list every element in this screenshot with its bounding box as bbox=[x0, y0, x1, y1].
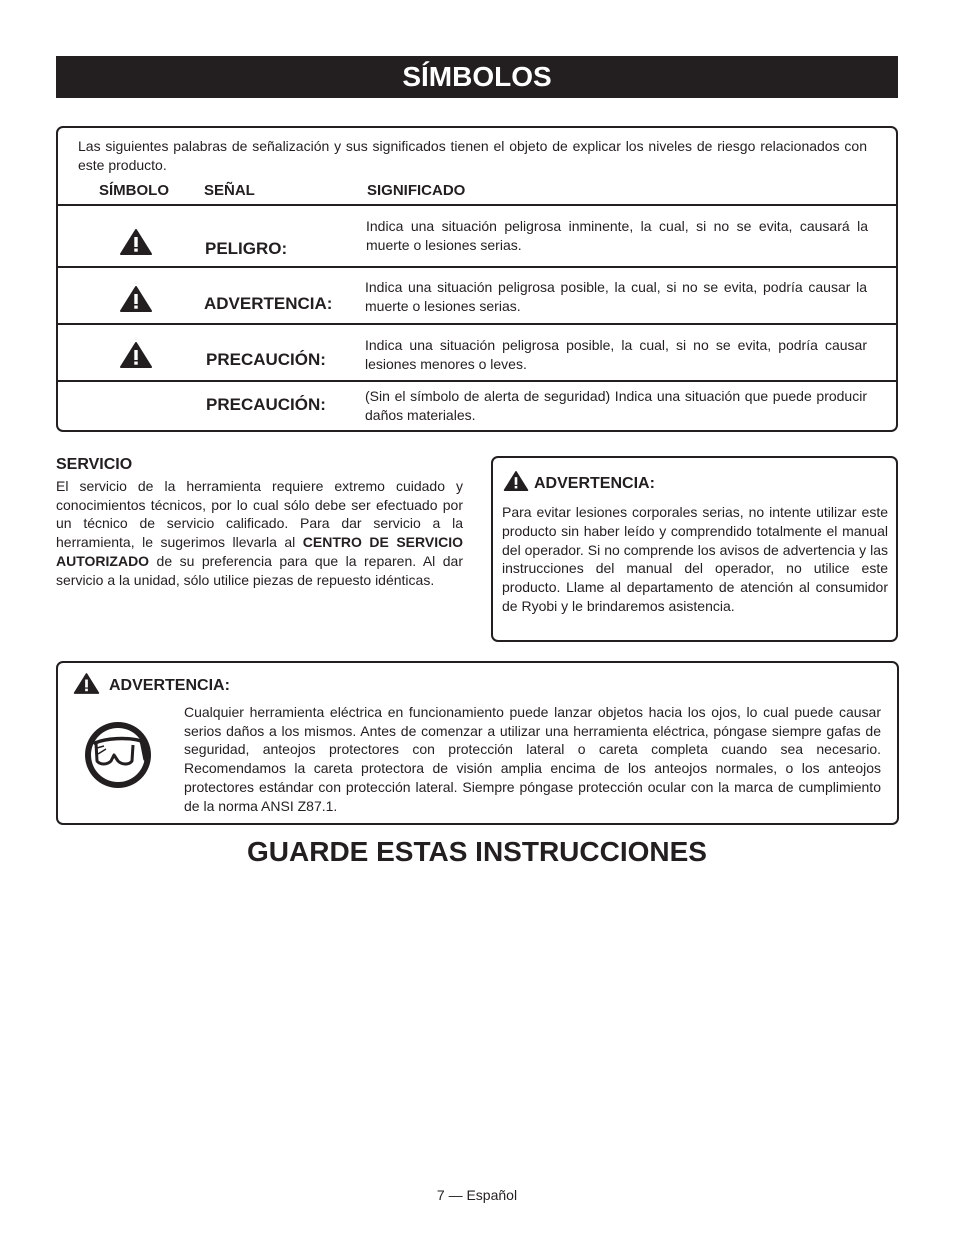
warning-heading: ADVERTENCIA: bbox=[534, 475, 655, 492]
signal-precaucion: PRECAUCIÓN: bbox=[206, 350, 326, 369]
page-number: 7 — Español bbox=[436, 1187, 518, 1203]
signal-precaucion-no-symbol: PRECAUCIÓN: bbox=[206, 395, 326, 414]
symbols-intro: Las siguientes palabras de señalización y sus significados tienen el objeto de explicar los niveles de riesgo relacionados con este producto. bbox=[78, 138, 867, 173]
warning-triangle-icon bbox=[503, 470, 529, 492]
servicio-heading: SERVICIO bbox=[56, 456, 133, 473]
row-divider bbox=[58, 323, 896, 325]
signal-advertencia: ADVERTENCIA: bbox=[204, 294, 333, 313]
row-divider bbox=[58, 266, 896, 268]
row-divider bbox=[58, 204, 896, 206]
warning-text: Cualquier herramienta eléctrica en funcionamiento puede lanzar objetos hacia los ojos, lo cual puede causar serios daños a los mismos. Antes de comenzar a utilizar una herramienta eléctrica, póngase siempre gafas de seguridad, anteojos protectores con protección lateral o careta completa cuando sea necesario. Recomendamos la careta protectora de visión amplia encima de los anteojos normales, o los anteojos protectores estándar con protección lateral. Siempre póngase protección ocular con la marca de cumplimiento de la norma ANSI Z87.1. bbox=[184, 704, 881, 814]
symbols-table bbox=[56, 126, 898, 432]
meaning-advertencia: Indica una situación peligrosa posible, la cual, si no se evita, podría causar la muerte o lesiones serias. bbox=[365, 279, 867, 314]
servicio-text-part: de su preferencia para que la reparen. Al dar servicio a la unidad, sólo utilice piezas de repuesto idénticas. bbox=[56, 552, 463, 588]
warning-box-manual bbox=[491, 456, 898, 642]
warning-triangle-icon bbox=[119, 341, 153, 369]
signal-peligro: PELIGRO: bbox=[205, 239, 288, 258]
closing-title: GUARDE ESTAS INSTRUCCIONES bbox=[247, 836, 707, 867]
warning-text: Para evitar lesiones corporales serias, no intente utilizar este producto sin haber leído y comprendido totalmente el manual del operador. Si no comprende los avisos de advertencia y las instrucciones del manual del operador, no utilice este producto. Llame al departamento de atención al consumidor de Ryobi y le brindaremos asistencia. bbox=[502, 504, 888, 614]
meaning-precaucion: Indica una situación peligrosa posible, la cual, si no se evita, podría causar lesiones menores o leves. bbox=[365, 337, 867, 372]
warning-heading: ADVERTENCIA: bbox=[109, 677, 230, 694]
servicio-text-bold: CENTRO DE SERVICIO AUTORIZADO bbox=[56, 534, 463, 569]
column-header-meaning: SIGNIFICADO bbox=[367, 182, 466, 199]
servicio-paragraph bbox=[56, 477, 463, 589]
row-divider bbox=[58, 380, 896, 382]
meaning-precaucion-no-symbol: (Sin el símbolo de alerta de seguridad) Indica una situación que puede producir daños materiales. bbox=[365, 388, 867, 423]
page-title: SÍMBOLOS bbox=[56, 56, 898, 98]
warning-triangle-icon bbox=[73, 672, 100, 695]
safety-goggles-icon bbox=[84, 721, 152, 789]
servicio-text-part: El servicio de la herramienta requiere extremo cuidado y conocimientos técnicos, por lo cual sólo debe ser efectuado por un técnico de servicio calificado. Para dar servicio a la herramienta, le sugerimos llevarla al bbox=[56, 478, 463, 551]
column-header-signal: SEÑAL bbox=[204, 182, 255, 199]
meaning-peligro: Indica una situación peligrosa inminente, la cual, si no se evita, causará la muerte o lesiones serias. bbox=[366, 218, 868, 253]
column-header-symbol: SÍMBOLO bbox=[99, 182, 169, 199]
warning-triangle-icon bbox=[119, 285, 153, 313]
warning-box-eye-protection bbox=[56, 661, 899, 825]
warning-triangle-icon bbox=[119, 228, 153, 256]
